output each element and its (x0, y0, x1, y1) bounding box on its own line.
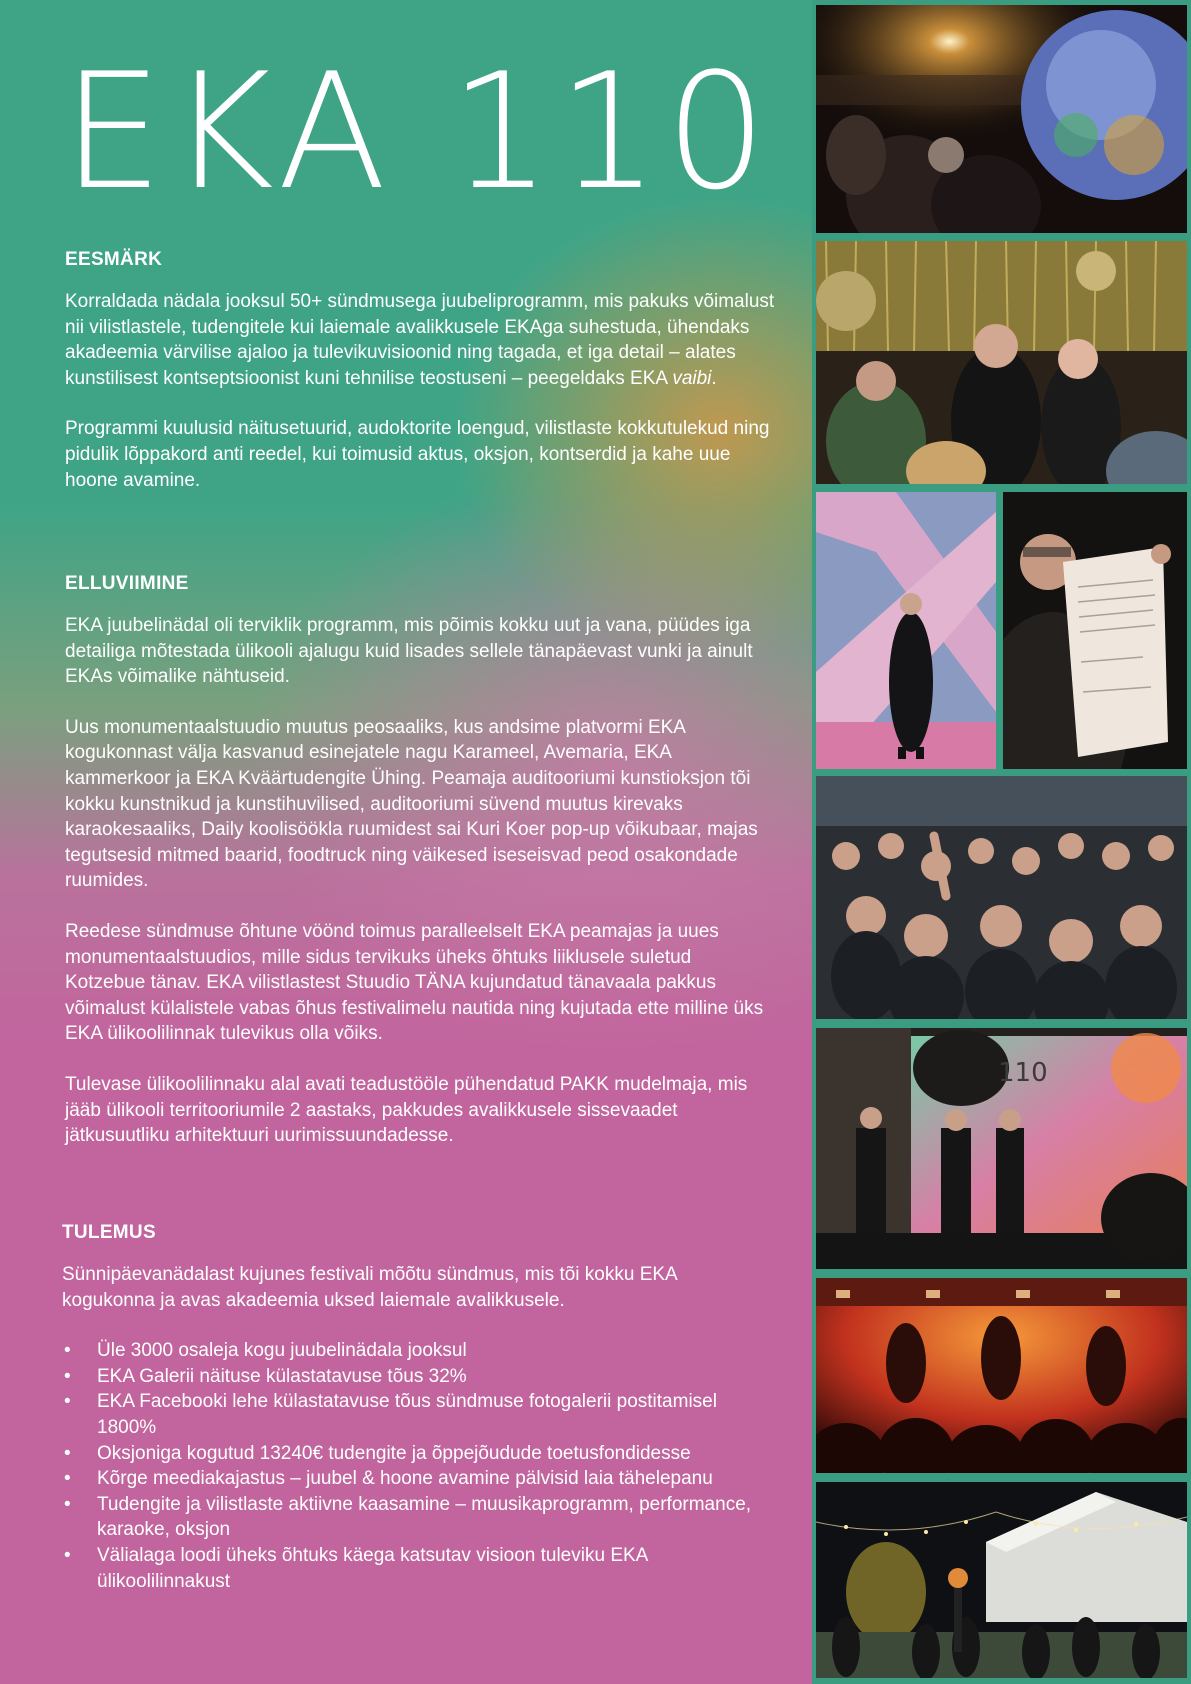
elluviimine-paragraph-1: EKA juubelinädal oli terviklik programm, mis põimis kokku uut ja vana, püüdes iga detailiga mõtestada ülikooli ajalugu kuid lisades sellele tänapäevast vunki ja ainult EKAs võimalike nähtuseid. (65, 615, 753, 688)
tulemus-bullet-list (62, 1338, 772, 1594)
elluviimine-paragraph-3: Reedese sündmuse õhtune vöönd toimus paralleelselt EKA peamajas ja uues monumentaalstuudios, mille sidus tervikuks üheks õhtuks liiklusele suletud Kotzebue tänav. EKA vilistlastest Stuudio TÄNA kujundatud tänavaala pakkus võimalust külalistele vabas õhus festivalimelu nautida ning kujutada ette milline üks EKA ülikoolilinnak tulevikus olla võiks. (65, 920, 764, 1045)
photo-audience (816, 776, 1187, 1019)
photo-man-with-document (1003, 492, 1187, 769)
bullet-item: • Kõrge meediakajastus – juubel & hoone avamine pälvisid laia tähelepanu (62, 1466, 772, 1492)
bullet-item: • EKA Galerii näituse külastatavuse tõus 32% (62, 1364, 772, 1390)
bullet-item: • Tudengite ja vilistlaste aktiivne kaasamine – muusikaprogramm, performance, karaoke, oksjon (62, 1492, 772, 1543)
elluviimine-paragraph-2: Uus monumentaalstuudio muutus peosaaliks, kus andsime platvormi EKA kogukonnast välja kasvanud esinejatele nagu Karameel, Avemaria, EKA kammerkoor ja EKA Kväärtudengite Ühing. Peamaja auditooriumi kunstioksjon tõi kokku kunstnikud ja kunstihuvilised, auditooriumi süvend muutus kirevaks karaokesaaliks, Daily koolisöökla ruumidest sai Kuri Koer pop-up võikubaar, majas tegutsesid mitmed baarid, foodtruck ning väikesed iseseisvad peod osakondade ruumides. (65, 716, 758, 892)
photo-rock-raising-stage (816, 1028, 1187, 1269)
bullet-item: • Oksjoniga kogutud 13240€ tudengite ja õppejõudude toetusfondidesse (62, 1441, 772, 1467)
elluviimine-paragraph-4: Tulevase ülikoolilinnaku alal avati teadustööle pühendatud PAKK mudelmaja, mis jääb ülikooli territooriumile 2 aastaks, pakkudes avalikkusele sissevaadet jätkusuutliku arhitektuuri uurimissuundadesse. (65, 1073, 748, 1147)
eesmark-paragraph-1 (65, 289, 775, 391)
eesmark-p1-text: Korraldada nädala jooksul 50+ sündmusega juubeliprogramm, mis pakuks võimalust nii vilistlastele, tudengitele kui laiemale avalikkusele EKAga suhestuda, ühendaks akadeemia värvilise ajaloo ja tulevikuvisioonid ning tagada, et iga detail – alates kunstilisest kontseptsioonist kuni tehnilise teostuseni – peegeldaks EKA (65, 291, 775, 389)
eesmark-p1-end: . (711, 367, 717, 389)
bullet-item: • Välialaga loodi üheks õhtuks käega katsutav visioon tuleviku EKA ülikoolilinnakust (62, 1543, 772, 1594)
photo-disco-ball-party (816, 5, 1187, 233)
photo-performers-tinsel (816, 241, 1187, 484)
photo-night-street-festival (816, 1482, 1187, 1678)
bullet-item: • EKA Facebooki lehe külastatavuse tõus sündmuse fotogalerii postitamisel 1800% (62, 1389, 772, 1440)
eesmark-paragraph-2: Programmi kuulusid näitusetuurid, audoktorite loengud, vilistlaste kokkutulekud ning pidulik lõppakord anti reedel, kui toimusid aktus, oksjon, kontserdid ja kahe uue hoone avamine. (65, 418, 770, 491)
photo-collage (812, 0, 1191, 1684)
heading-tulemus: TULEMUS (62, 1222, 156, 1243)
section-eesmark (65, 249, 775, 518)
photo-singer-stage (816, 492, 996, 769)
section-tulemus (62, 1222, 772, 1594)
eka-110-logo: EKA 110 (62, 38, 773, 225)
bullet-item: • Üle 3000 osaleja kogu juubelinädala jooksul (62, 1338, 772, 1364)
photo-band-concert (816, 1278, 1187, 1473)
screen-110-label: 110 (998, 1058, 1048, 1088)
heading-eesmark: EESMÄRK (65, 249, 163, 270)
heading-elluviimine: ELLUVIIMINE (65, 573, 189, 594)
tulemus-intro: Sünnipäevanädalast kujunes festivali mõõtu sündmus, mis tõi kokku EKA kogukonna ja avas akadeemia uksed laiemale avalikkusele. (62, 1264, 677, 1311)
section-elluviimine (65, 573, 775, 1174)
eesmark-p1-emph: vaibi (672, 367, 712, 389)
